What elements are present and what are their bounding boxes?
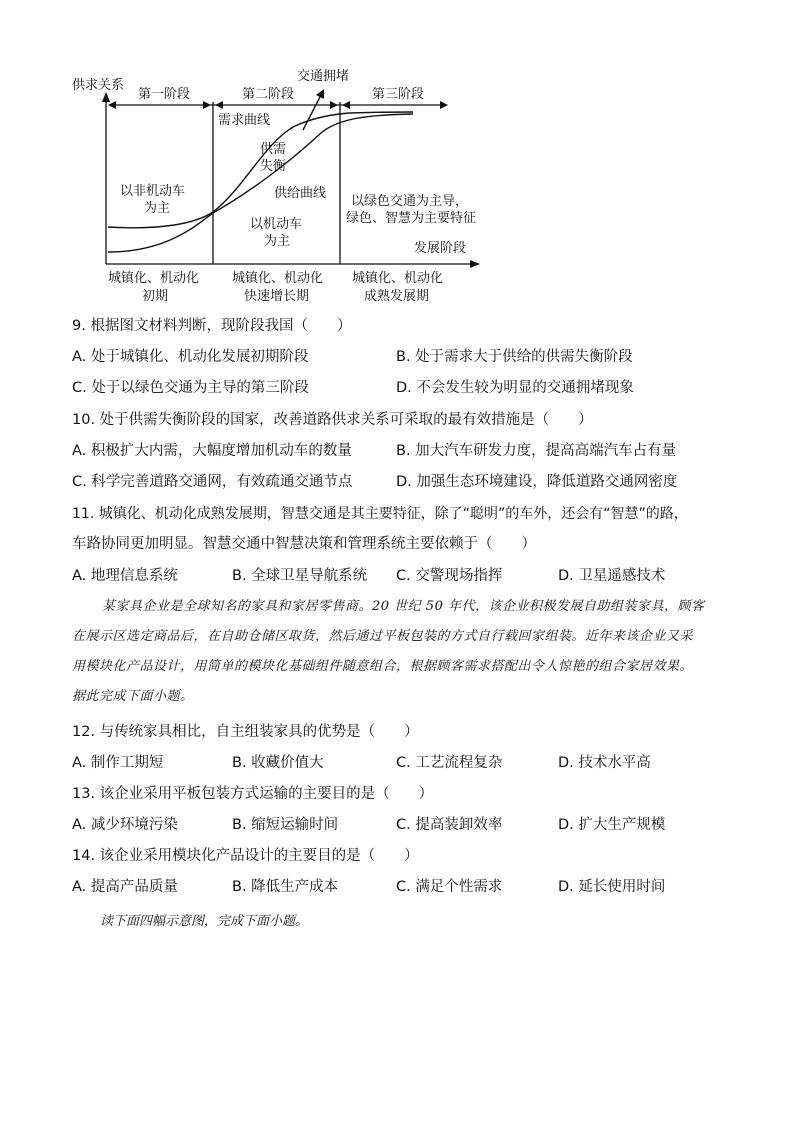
q12-option-a[interactable]: A. 制作工期短 [72, 755, 164, 771]
bottom-1-line2: 初期 [142, 289, 169, 304]
imbalance-label-2: 失衡 [260, 159, 287, 174]
transport-supply-demand-diagram [60, 62, 500, 312]
stage-2-label: 第二阶段 [242, 87, 295, 102]
demand-curve-label: 需求曲线 [218, 113, 271, 128]
q12-option-d[interactable]: D. 技术水平高 [558, 755, 651, 771]
question-9-stem: 9. 根据图文材料判断，现阶段我国（ ） [72, 318, 352, 334]
bottom-3-line2: 成熟发展期 [364, 289, 430, 304]
q10-option-a[interactable]: A. 积极扩大内需，大幅度增加机动车的数量 [72, 443, 352, 459]
stage1-mode-2: 为主 [144, 201, 171, 216]
q10-option-d[interactable]: D. 加强生态环境建设，降低道路交通网密度 [396, 474, 678, 490]
question-14-stem: 14. 该企业采用模块化产品设计的主要目的是（ ） [72, 848, 419, 864]
y-axis-label: 供求关系 [72, 78, 125, 93]
q13-option-a[interactable]: A. 减少环境污染 [72, 817, 178, 833]
q13-option-d[interactable]: D. 扩大生产规模 [558, 817, 666, 833]
question-11-stem-line2: 车路协同更加明显。智慧交通中智慧决策和管理系统主要依赖于（ ） [72, 536, 536, 552]
stage1-mode-1: 以非机动车 [120, 184, 186, 199]
passage-line-2: 在展示区选定商品后，在自助仓储区取货，然后通过平板包装的方式自行载回家组装。近年来该企业又采 [72, 629, 694, 644]
bottom-1-line1: 城镇化、机动化 [108, 271, 200, 286]
q14-option-d[interactable]: D. 延长使用时间 [558, 879, 666, 895]
instruction-text: 读下面四幅示意图，完成下面小题。 [100, 914, 309, 929]
bottom-2-line2: 快速增长期 [244, 289, 310, 304]
stage2-mode-2: 为主 [264, 234, 291, 249]
q9-option-d[interactable]: D. 不会发生较为明显的交通拥堵现象 [396, 380, 634, 396]
stage-1-label: 第一阶段 [138, 87, 191, 102]
question-10-stem: 10. 处于供需失衡阶段的国家，改善道路供求关系可采取的最有效措施是（ ） [72, 412, 593, 428]
stage2-mode-1: 以机动车 [250, 217, 303, 232]
passage-line-4: 据此完成下面小题。 [72, 689, 194, 704]
question-13-stem: 13. 该企业采用平板包装方式运输的主要目的是（ ） [72, 786, 434, 802]
q10-option-b[interactable]: B. 加大汽车研发力度，提高高端汽车占有量 [396, 443, 677, 459]
q13-option-b[interactable]: B. 缩短运输时间 [232, 817, 339, 833]
q13-option-c[interactable]: C. 提高装卸效率 [396, 817, 503, 833]
q11-option-c[interactable]: C. 交警现场指挥 [396, 568, 503, 584]
q9-option-b[interactable]: B. 处于需求大于供给的供需失衡阶段 [396, 349, 633, 365]
passage-line-1: 某家具企业是全球知名的家具和家居零售商。20 世纪 50 年代，该企业积极发展自助组装家具，顾客 [102, 599, 705, 614]
q9-option-a[interactable]: A. 处于城镇化、机动化发展初期阶段 [72, 349, 309, 365]
x-axis-label: 发展阶段 [414, 241, 467, 256]
congestion-arrow [303, 95, 321, 130]
q10-option-c[interactable]: C. 科学完善道路交通网，有效疏通交通节点 [72, 474, 353, 490]
q14-option-a[interactable]: A. 提高产品质量 [72, 879, 178, 895]
passage-line-3: 用模块化产品设计，用简单的模块化基础组件随意组合，根据顾客需求搭配出令人惊艳的组合家居效果。 [72, 659, 694, 674]
q12-option-c[interactable]: C. 工艺流程复杂 [396, 755, 503, 771]
supply-curve-label: 供给曲线 [274, 186, 327, 201]
q11-option-b[interactable]: B. 全球卫星导航系统 [232, 568, 368, 584]
bottom-2-line1: 城镇化、机动化 [232, 271, 324, 286]
stage3-feature-1: 以绿色交通为主导， [351, 194, 469, 209]
stage3-feature-2: 绿色、智慧为主要特征 [346, 211, 477, 226]
q9-option-c[interactable]: C. 处于以绿色交通为主导的第三阶段 [72, 380, 309, 396]
reading-passage [72, 592, 722, 712]
y-axis-arrow [102, 92, 110, 102]
question-12-stem: 12. 与传统家具相比，自主组装家具的优势是（ ） [72, 724, 419, 740]
q11-option-a[interactable]: A. 地理信息系统 [72, 568, 178, 584]
q11-option-d[interactable]: D. 卫星遥感技术 [558, 568, 666, 584]
q12-option-b[interactable]: B. 收藏价值大 [232, 755, 324, 771]
congestion-label: 交通拥堵 [297, 69, 350, 84]
stage-3-label: 第三阶段 [372, 87, 425, 102]
imbalance-label-1: 供需 [260, 142, 287, 157]
q14-option-b[interactable]: B. 降低生产成本 [232, 879, 339, 895]
q14-option-c[interactable]: C. 满足个性需求 [396, 879, 503, 895]
x-axis-arrow [470, 260, 480, 268]
question-11-stem-line1: 11. 城镇化、机动化成熟发展期，智慧交通是其主要特征，除了“聪明”的车外，还会有“智慧”的路， [72, 506, 688, 522]
bottom-3-line1: 城镇化、机动化 [352, 271, 444, 286]
